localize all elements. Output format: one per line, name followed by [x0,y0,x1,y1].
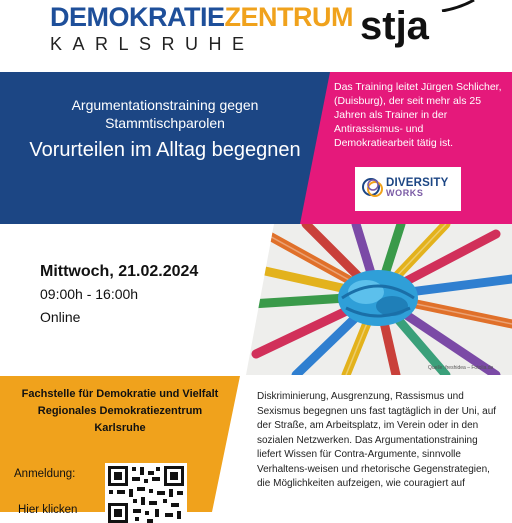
organizer-name: Fachstelle für Demokratie und Vielfalt Regionales Demokratiezentrum Karlsruhe [21,388,219,434]
event-format: Online [40,309,81,325]
logo-city: KARLSRUHE [50,34,255,54]
diversity-works-icon [360,175,386,201]
event-details [40,262,198,328]
title-block [20,96,310,162]
event-subtitle: Argumentationstraining gegen Stammtischparolen [71,97,259,131]
registration-label: Anmeldung: [14,468,76,480]
stja-swoosh-icon [440,0,480,12]
logo-word-zentrum: ZENTRUM [224,2,353,32]
works-word: WORKS [386,188,424,198]
photo-credit: Quelle: freshidea – Fotolia.de [428,365,494,371]
stja-logo: stja [360,4,429,48]
registration-qr-code[interactable] [105,463,187,523]
diversity-word: DIVERSITY [386,177,449,189]
event-description: Diskriminierung, Ausgrenzung, Rassismus und Sexismus begegnen uns fast tagtäglich in der Uni, auf der Straße, am Arbeitsplatz, im Verein oder in den sozialen Netzwerken. Das Argumentationstraining liefert Wissen für Contra-Argumente, sinnvolle Verhaltens-weisen und rhetorische Gegenstrategien, die Möglichkeiten aufzeigen, wie couragiert auf [257,391,497,489]
diversity-works-wordmark [386,178,449,198]
event-time: 09:00h - 16:00h [40,286,139,302]
event-date: Mittwoch, 21.02.2024 [40,263,199,280]
demokratiezentrum-logo [50,2,353,54]
logo-word-demokratie: DEMOKRATIE [50,2,225,32]
trainer-info: Das Training leitet Jürgen Schlicher, (Duisburg), der seit mehr als 25 Jahren als Trainer in der Antirassismus- und Demokratiearbeit tätig ist. [334,81,502,149]
registration-link[interactable]: Hier klicken [18,504,78,516]
rope-knot-photo [246,224,512,375]
event-title: Vorurteilen im Alltag begegnen [29,139,301,161]
